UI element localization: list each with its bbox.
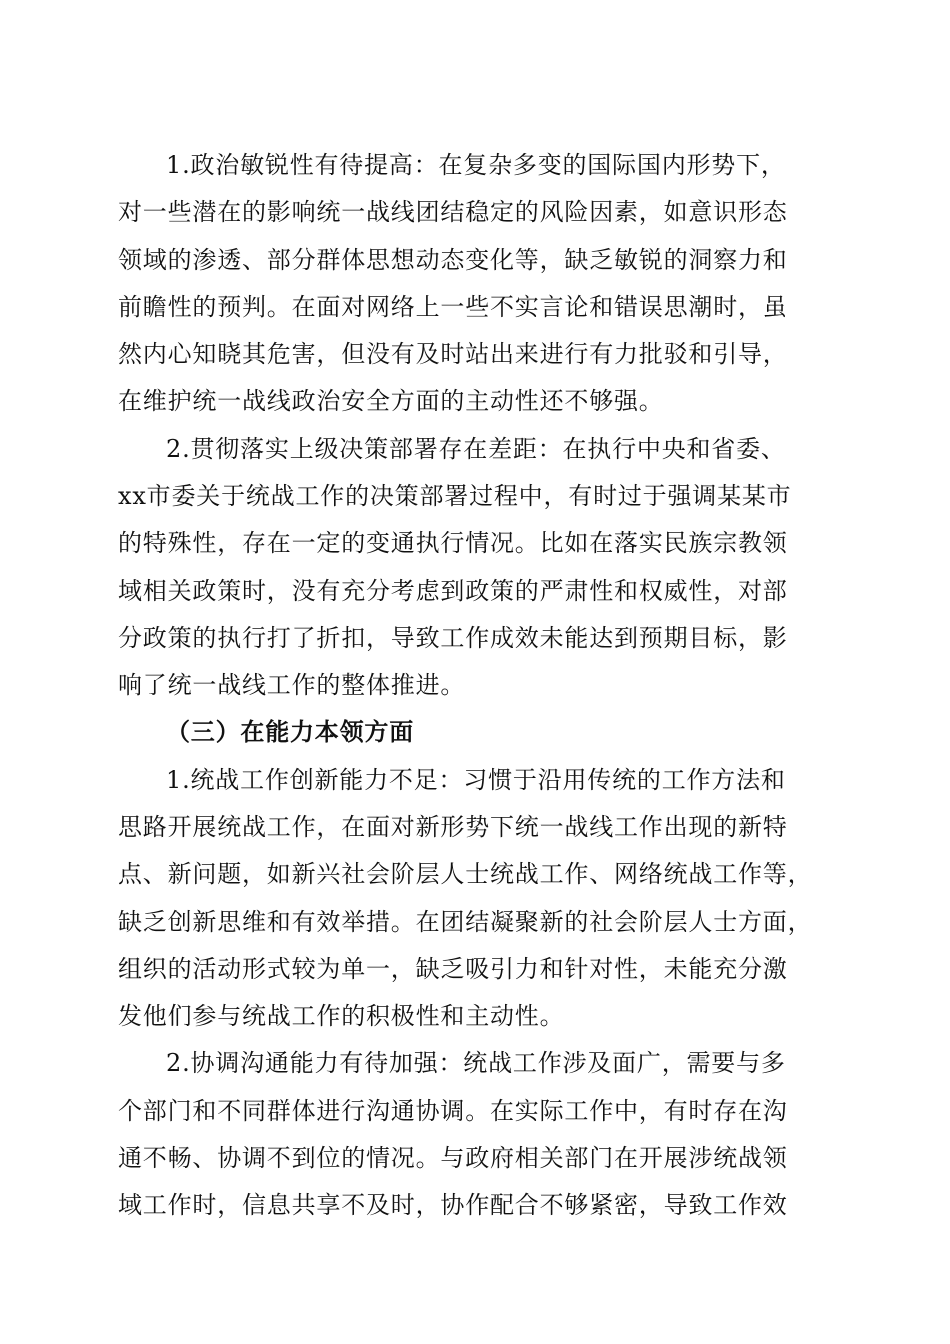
section-heading: （三）在能力本领方面	[166, 717, 414, 746]
paragraph-3-line-2: 思路开展统战工作，在面对新形势下统一战线工作出现的新特	[118, 813, 788, 841]
paragraph-3-line-1: 1.统战工作创新能力不足：习惯于沿用传统的工作方法和	[166, 766, 786, 794]
paragraph-3-line-5: 组织的活动形式较为单一，缺乏吸引力和针对性，未能充分激	[118, 955, 788, 983]
paragraph-2-line-6: 响了统一战线工作的整体推进。	[118, 671, 466, 699]
paragraph-1-line-6: 在维护统一战线政治安全方面的主动性还不够强。	[118, 387, 664, 415]
paragraph-2-line-1: 2.贯彻落实上级决策部署存在差距：在执行中央和省委、	[166, 435, 786, 463]
paragraph-1-line-4: 前瞻性的预判。在面对网络上一些不实言论和错误思潮时，虽	[118, 293, 788, 321]
paragraph-2-line-4: 域相关政策时，没有充分考虑到政策的严肃性和权威性，对部	[118, 577, 788, 605]
paragraph-1-line-3: 领域的渗透、部分群体思想动态变化等，缺乏敏锐的洞察力和	[118, 246, 788, 274]
paragraph-2-line-3: 的特殊性，存在一定的变通执行情况。比如在落实民族宗教领	[118, 529, 788, 557]
paragraph-3-line-3: 点、新问题，如新兴社会阶层人士统战工作、网络统战工作等，	[118, 860, 813, 888]
paragraph-1-line-2: 对一些潜在的影响统一战线团结稳定的风险因素，如意识形态	[118, 198, 788, 226]
paragraph-1-line-5: 然内心知晓其危害，但没有及时站出来进行有力批驳和引导，	[118, 340, 788, 368]
paragraph-3-line-6: 发他们参与统战工作的积极性和主动性。	[118, 1002, 565, 1030]
paragraph-1-line-1: 1.政治敏锐性有待提高：在复杂多变的国际国内形势下，	[166, 151, 786, 179]
paragraph-4-line-2: 个部门和不同群体进行沟通协调。在实际工作中，有时存在沟	[118, 1097, 788, 1125]
paragraph-2-line-5: 分政策的执行打了折扣，导致工作成效未能达到预期目标，影	[118, 624, 788, 652]
paragraph-3-line-4: 缺乏创新思维和有效举措。在团结凝聚新的社会阶层人士方面，	[118, 908, 813, 936]
paragraph-4-line-4: 域工作时，信息共享不及时，协作配合不够紧密，导致工作效	[118, 1191, 788, 1219]
paragraph-4-line-1: 2.协调沟通能力有待加强：统战工作涉及面广，需要与多	[166, 1049, 786, 1077]
paragraph-4-line-3: 通不畅、协调不到位的情况。与政府相关部门在开展涉统战领	[118, 1144, 788, 1172]
paragraph-2-line-2: xx市委关于统战工作的决策部署过程中，有时过于强调某某市	[118, 482, 792, 510]
